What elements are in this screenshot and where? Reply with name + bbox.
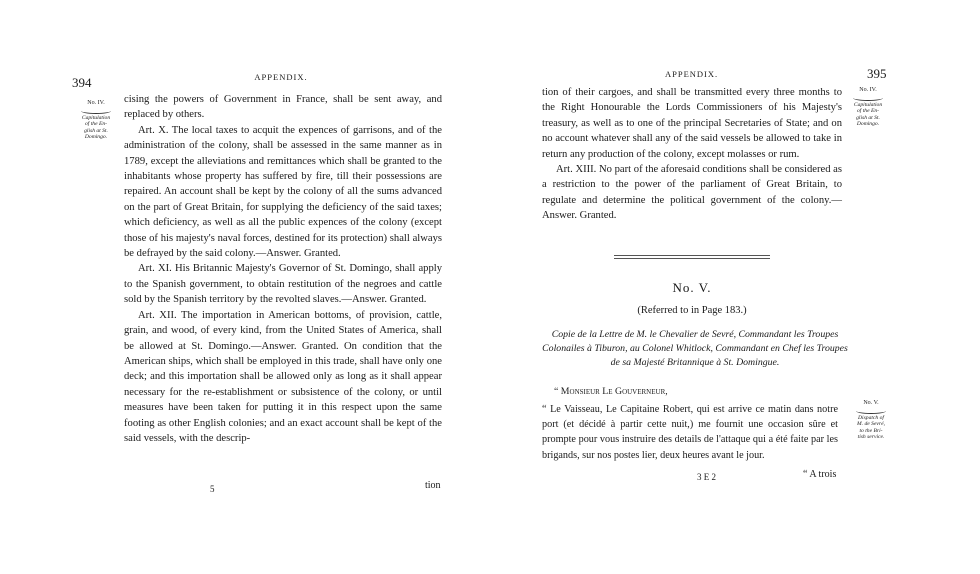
section-reference: (Referred to in Page 183.) [637,305,747,316]
right-margin-note-line: Domingo. [856,121,880,128]
left-margin-note-line: Capitulation [81,115,111,121]
paragraph: cising the powers of Government in France, shall be sent away, and replaced by others. [124,94,442,121]
brace-icon [81,108,111,114]
right-margin-note-head: No. IV. [859,87,877,93]
left-margin-note-line: Domingo. [84,134,108,141]
section-divider-rule [614,255,770,259]
right-running-head: APPENDIX. [665,69,719,79]
left-page-number: 394 [72,75,92,90]
left-margin-note [72,100,120,141]
right-margin-note-line: glish at St. [856,114,880,121]
right-page-number: 395 [867,66,887,81]
left-running-head: APPENDIX. [254,72,308,82]
paragraph-art-xi: Art. XI. His Britannic Majesty's Governor of St. Domingo, shall apply to the Spanish government, to obtain restitution of the negroes and cattle sold by the Spanish territory by the revolted slaves.—Answer. Granted. [124,263,442,306]
right-margin-note-line: M. de Sevré, [857,421,885,428]
right-margin-note-dispatch [846,400,896,441]
section-title: No. V. [672,280,712,295]
right-margin-note-line: tish service. [857,434,885,441]
left-body-text [124,92,442,446]
paragraph-art-xiii: Art. XIII. No part of the aforesaid conditions shall be considered as a restriction to the power of the parliament of Great Britain, to regulate and determine the political government of the colony.—Answer. Granted. [542,164,842,222]
brace-icon [856,408,886,414]
left-signature-mark: 5 [210,484,215,494]
right-margin-note-head: No. V. [863,400,879,406]
letter-body: “ Le Vaisseau, Le Capitaine Robert, qui est arrive ce matin dans notre port (et décidé à partir cette nuit,) me fournit une occasion sûre et prompte pour vous instruire des details de l'attaque qui a été faite par les brigands, sur nos postes lier, deux heures avant le jour. [542,404,838,461]
right-margin-note-line: Capitulation [853,102,883,108]
left-margin-note-head: No. IV. [87,100,105,106]
right-margin-note-line: to the Bri- [859,427,883,434]
paragraph-art-x: Art. X. The local taxes to acquit the expences of garrisons, and of the administration of the colony, shall be assessed in the same manner as in 1789, except the alleviations and remittances which shall be granted to the inhabitants whose property has suffered by fire, till their possessions are repaired. An account shall be kept by the colony of all the sums advanced on the part of Great Britain, for supplying the deficiency of the said taxes; which deficiency, as well as all the public expences of the colony (except those of his majesty's naval forces, destined for its protection) shall always be defrayed by the said colony.—Answer. Granted. [124,124,442,260]
right-signature-mark: 3 E 2 [697,472,716,482]
right-margin-note-line: Dispatch of [858,415,884,421]
brace-icon [853,95,883,101]
letter-salutation: “ Monsieur Le Gouverneur, [554,386,668,397]
right-body-text [542,85,842,224]
left-catchword: tion [425,480,441,491]
right-catchword: “ A trois [803,469,837,480]
letter-heading: Copie de la Lettre de M. le Chevalier de Sevré, Commandant les Troupes Colonailes à Tiburon, au Colonel Whitlock, Commandant en Chef les Troupes de sa Majesté Britannique à St. Domingue. [542,329,848,368]
right-page [490,0,980,574]
right-margin-note-line: of the En- [856,108,880,115]
paragraph-art-xii: Art. XII. The importation in American bottoms, of provision, cattle, grain, and wood, of every kind, from the United States of America, shall be allowed at St. Domingo.—Answer. Granted. On condition that the American ships, which shall be employed in this trade, shall have only one deck; and this importation shall be allowed only as long as it shall appear necessary for the re-establishment or subsistence of the colony, or until measures have been taken for putting it in this respect upon the same footing as other English colonies; and an exact account shall be kept of the said vessels, with the descrip- [124,309,442,444]
left-margin-note-line: of the En- [84,121,108,128]
right-margin-note-capitulation [844,87,892,128]
left-margin-note-line: glish at St. [84,127,108,134]
paragraph: tion of their cargoes, and shall be transmitted every three months to the Right Honourable the Lords Commissioners of his Majesty's treasury, as well as to one of the principal Secretaries of State; and on no account whatever shall any of the said vessels be allowed to take in return any production of the colony, except molasses or rum. [542,87,842,160]
